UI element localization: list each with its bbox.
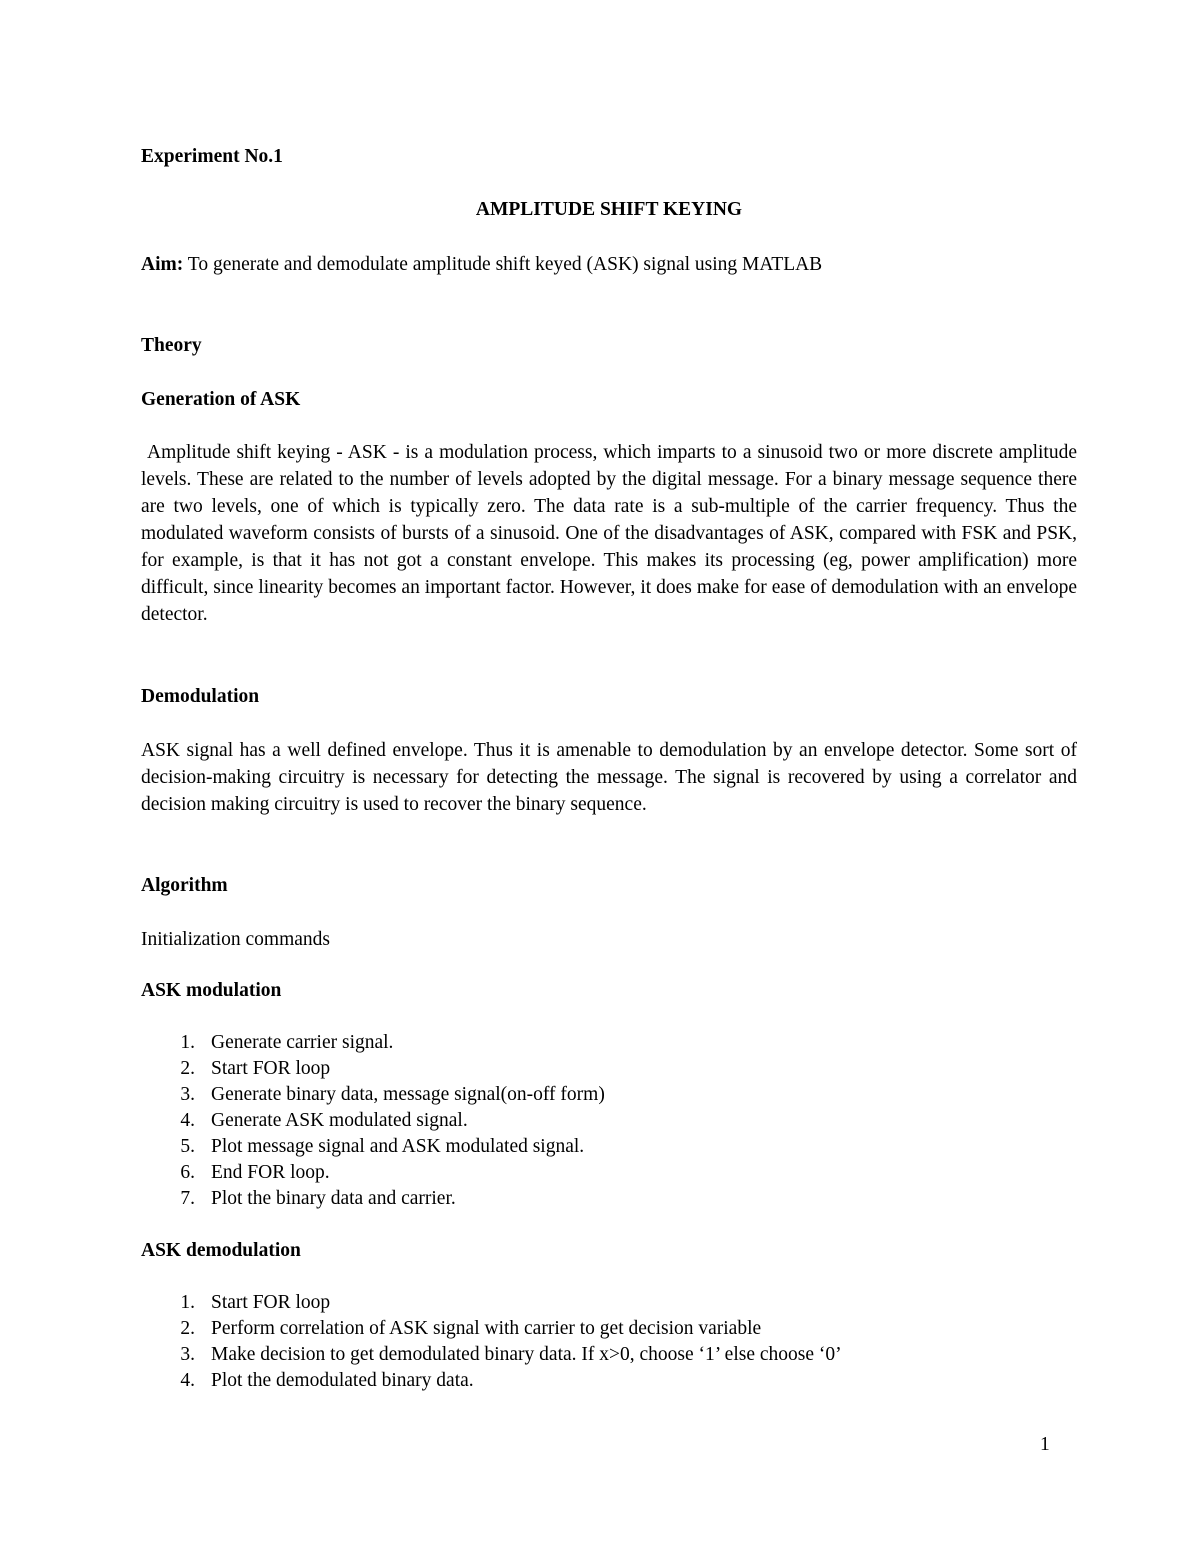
aim-text: To generate and demodulate amplitude shift keyed (ASK) signal using MATLAB — [183, 254, 823, 275]
document-title: AMPLITUDE SHIFT KEYING — [475, 199, 743, 220]
demodulation-heading: Demodulation — [141, 686, 260, 707]
ask-modulation-heading: ASK modulation — [141, 980, 282, 1001]
aim-label: Aim: — [141, 254, 184, 275]
demodulation-paragraph: ASK signal has a well defined envelope. Thus it is amenable to demodulation by an envelope detector. Some sort of decision-making circuitry is necessary for detecting the message. The signal is recovered by using a correlator and decision making circuitry is used to recover the binary sequence. — [141, 740, 1077, 815]
page-number: 1 — [1040, 1434, 1050, 1455]
aim-line — [141, 252, 822, 278]
generation-paragraph: Amplitude shift keying - ASK - is a modulation process, which imparts to a sinusoid two or more discrete amplitude levels. These are related to the number of levels adopted by the digital message. For a binary message sequence there are two levels, one of which is typically zero. The data rate is a sub-multiple of the carrier frequency. Thus the modulated waveform consists of bursts of a sinusoid. One of the disadvantages of ASK, compared with FSK and PSK, for example, is that it has not got a constant envelope. This makes its processing (eg, power amplification) more difficult, since linearity becomes an important factor. However, it does make for ease of demodulation with an envelope detector. — [141, 442, 1077, 625]
document-page: Experiment No.1 AMPLITUDE SHIFT KEYING Aim: To generate and demodulate amplitude shift keyed (ASK) signal using MATLAB Theory Generation of ASK Amplitude shift keying - ASK - is a modulation process, which imparts to a sinusoid two or more discrete amplitude levels. These are related to the number of levels adopted by the digital message. For a binary message sequence there are two levels, one of which is typically zero. The data rate is a sub-multiple of the carrier frequency. Thus the modulated waveform consists of bursts of a sinusoid. One of the disadvantages of ASK, compared with FSK and PSK, for example, is that it has not got a constant envelope. This makes its processing (eg, power amplification) more difficult, since linearity becomes an important factor. However, it does make for ease of demodulation with an envelope detector. Demodulation ASK signal has a well defined envelope. Thus it is amenable to demodulation by an envelope detector. Some sort of decision-making circuitry is necessary for detecting the message. The signal is recovered by using a correlator and decision making circuitry is used to recover the binary sequence. Algorithm Initialization commands ASK modulation 1. Generate carrier signal. 2. Start FOR loop 3. Generate binary data, message signal(on-off form) 4. Generate ASK modulated signal. 5. Plot message signal and ASK modulated signal. 6. End FOR loop. 7. Plot the binary data and carrier. ASK demodulation 1. Start FOR loop 2. Perform correlation of ASK signal with carrier to get decision variable 3. Make decision to get demodulated binary data. If x>0, choose ‘1’ else choose ‘0’ 4. Plot the demodulated binary data. 1 — [0, 0, 1200, 1553]
generation-heading: Generation of ASK — [141, 389, 301, 410]
initialization-text: Initialization commands — [141, 929, 330, 950]
ask-demodulation-heading: ASK demodulation — [141, 1240, 301, 1261]
experiment-label: Experiment No.1 — [141, 146, 283, 167]
algorithm-heading: Algorithm — [141, 875, 228, 896]
theory-heading: Theory — [141, 335, 202, 356]
